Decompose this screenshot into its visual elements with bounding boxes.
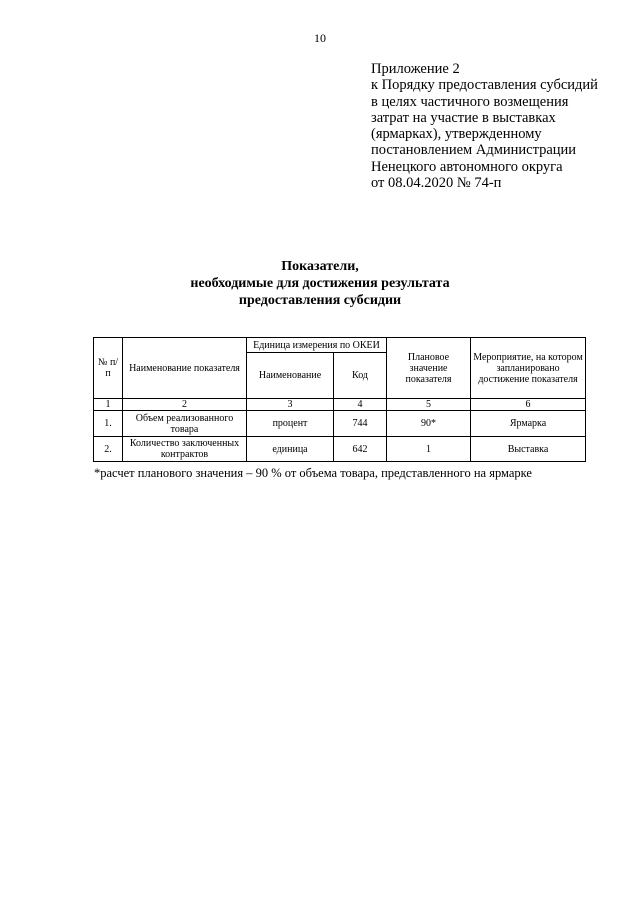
cell-planned: 90* (387, 411, 471, 437)
cell-name: Количество заключенных контрактов (123, 437, 247, 462)
cell-code: 642 (334, 437, 387, 462)
appendix-line: Ненецкого автономного округа (371, 158, 563, 175)
appendix-line: (ярмарках), утвержденному (371, 126, 542, 143)
cell-code: 744 (334, 411, 387, 437)
column-number: 4 (334, 399, 387, 411)
table-row (94, 411, 586, 437)
header-planned: Плановое значение показателя (387, 338, 471, 399)
header-num: № п/п (94, 338, 123, 399)
appendix-line: постановлением Администрации (371, 142, 577, 159)
column-number: 2 (123, 399, 247, 411)
cell-event: Выставка (471, 437, 586, 462)
header-event: Мероприятие, на котором запланировано достижение показателя (471, 338, 586, 399)
cell-name: Объем реализованного товара (123, 411, 247, 437)
column-number: 3 (247, 399, 334, 411)
indicators-table (93, 337, 586, 462)
page-number: 10 (314, 31, 326, 45)
column-number: 6 (471, 399, 586, 411)
title-line: предоставления субсидии (238, 293, 402, 308)
table-row (94, 437, 586, 462)
cell-event: Ярмарка (471, 411, 586, 437)
header-okei-group: Единица измерения по ОКЕИ (247, 338, 387, 353)
column-number: 1 (94, 399, 123, 411)
title-line: Показатели, (281, 259, 359, 274)
cell-unit: единица (247, 437, 334, 462)
header-okei-code: Код (334, 353, 387, 399)
appendix-line: от 08.04.2020 № 74-п (371, 175, 502, 192)
appendix-line: к Порядку предоставления субсидий (371, 77, 598, 94)
document-title (0, 258, 640, 309)
cell-planned: 1 (387, 437, 471, 462)
header-okei-name: Наименование (247, 353, 334, 399)
appendix-line: в целях частичного возмещения (371, 93, 569, 110)
column-number: 5 (387, 399, 471, 411)
cell-num: 2. (94, 437, 123, 462)
header-name: Наименование показателя (123, 338, 247, 399)
appendix-header (371, 61, 633, 191)
appendix-line: Приложение 2 (371, 61, 460, 77)
footnote: *расчет планового значения – 90 % от объема товара, представленного на ярмарке (94, 466, 532, 480)
cell-num: 1. (94, 411, 123, 437)
appendix-line: затрат на участие в выставках (371, 109, 556, 126)
cell-unit: процент (247, 411, 334, 437)
title-line: необходимые для достижения результата (190, 276, 450, 291)
